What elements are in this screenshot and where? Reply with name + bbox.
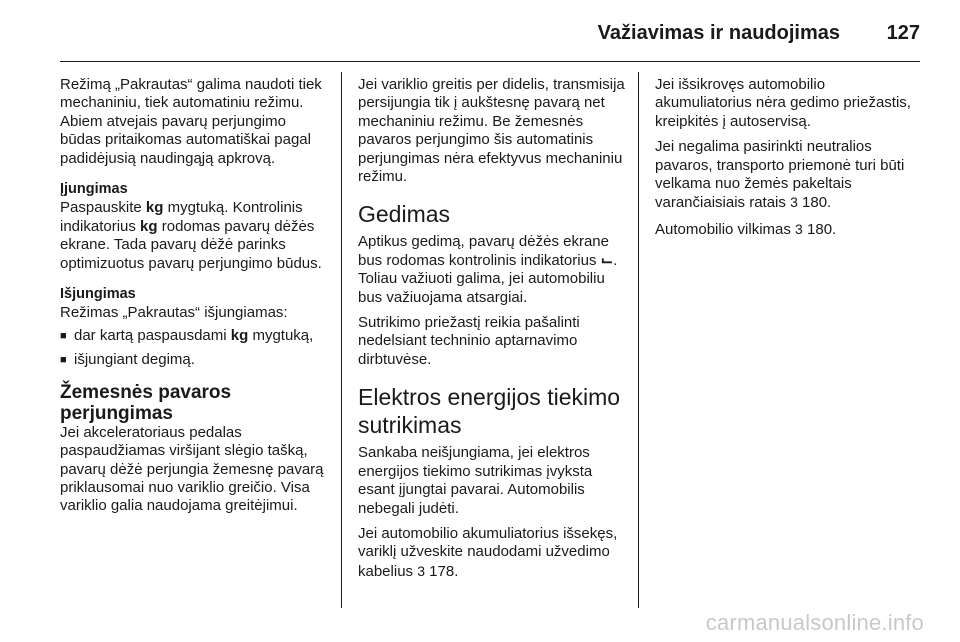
downshift-heading: Žemesnės pavaros perjungimas — [60, 381, 232, 424]
text-run: išjungiant degimą. — [74, 351, 195, 369]
fault-paragraph-2: Sutrikimo priežastį reikia pašalinti nedelsiant techninio aptarnavimo dirbtuvėse. — [358, 314, 580, 368]
text-run: mygtuką, — [248, 326, 314, 344]
off-list — [60, 327, 328, 370]
text-run: Aptikus gedimą, pavarų dėžės ekrane bus rodomas kontrolinis indikatorius — [358, 233, 609, 269]
text-run: mygtuką. Kontrolinis indikatorius — [60, 199, 303, 235]
text-run: 180. — [797, 194, 832, 212]
text-run: rodomas pavarų dėžės ekrane. Tada pavarų dėžė parinks optimizuotus pavarų perjungimo būdus. — [60, 217, 322, 272]
page-header — [60, 18, 920, 48]
fault-paragraph — [358, 233, 626, 307]
kg-label: kg — [230, 326, 249, 344]
downshift-paragraph: Jei akceleratoriaus pedalas paspaudžiamas viršijant slėgio tašką, pavarų dėžė perjungia žemesnę pavarą priklausomai nuo variklio greičio. Visa variklio galia naudojama greitėjimui. — [60, 423, 324, 515]
section-title: Važiavimas ir naudojimas — [597, 22, 840, 44]
bullet-icon: ■ — [60, 354, 67, 367]
column-divider-2 — [638, 72, 639, 608]
on-paragraph — [60, 199, 328, 273]
power-paragraph: Sankaba neišjungiama, jei elektros energijos tiekimo sutrikimas įvyksta esant įjungtai pavarai. Automobilis nebegali judėti. — [358, 444, 593, 517]
intro-paragraph: Režimą „Pakrautas“ galima naudoti tiek mechaniniu, tiek automatiniu režimu. Abiem atvejais pavarų perjungimo būdas pritaikomas automatiškai pagal padidėjusią naudingąją apkrovą. — [60, 76, 322, 167]
column-3 — [655, 76, 923, 246]
off-paragraph: Režimas „Pakrautas“ išjungiamas: — [60, 304, 288, 322]
bullet-icon: ■ — [60, 329, 67, 342]
neutral-paragraph — [655, 138, 923, 213]
text-run: 178. — [425, 562, 459, 580]
fault-heading: Gedimas — [358, 201, 451, 228]
off-subheading: Išjungimas — [60, 286, 136, 303]
header-rule — [60, 61, 920, 62]
column-divider-1 — [341, 72, 342, 608]
page-number: 127 — [886, 22, 920, 44]
list-item — [60, 351, 328, 369]
power-paragraph-2 — [358, 525, 626, 581]
page-reference-icon: 3 — [795, 220, 803, 237]
watermark: carmanualsonline.info — [705, 610, 924, 635]
kg-label: kg — [140, 217, 158, 235]
battery-paragraph: Jei išsikrovęs automobilio akumuliatorius nėra gedimo priežastis, kreipkitės į autoservisą. — [655, 76, 911, 130]
text-run: . Toliau važiuoti galima, jei automobiliu bus važiuojama atsargiai. — [358, 251, 618, 306]
text-run: dar kartą paspausdami — [74, 326, 231, 344]
text-run: 180. — [802, 220, 837, 238]
gearbox-fault-icon: ⌙ — [600, 251, 614, 269]
kg-label: kg — [145, 199, 164, 217]
towing-paragraph — [655, 220, 923, 239]
power-heading: Elektros energijos tiekimo sutrikimas — [358, 384, 621, 439]
on-subheading: Įjungimas — [60, 181, 128, 198]
list-item — [60, 327, 328, 345]
text-run: Automobilio vilkimas — [655, 220, 796, 238]
column-1 — [60, 76, 328, 523]
column-2 — [358, 76, 626, 588]
rpm-paragraph: Jei variklio greitis per didelis, transmisija persijungia tik į aukštesnę pavarą net mechaniniu režimu. Be žemesnės pavaros perjungimo šis automatinis perjungimas nėra efektyvus mechaniniu režimu. — [358, 76, 625, 186]
page-reference-icon: 3 — [417, 562, 425, 579]
text-run: Paspauskite — [60, 199, 146, 217]
text-run: Jei negalima pasirinkti neutralios pavaros, transporto priemonė turi būti velkama nuo žemės pakeltais varančiaisiais ratais — [655, 138, 905, 212]
text-run: Jei automobilio akumuliatorius išsekęs, variklį užveskite naudodami užvedimo kabelius — [358, 524, 618, 580]
page-reference-icon: 3 — [790, 194, 798, 211]
